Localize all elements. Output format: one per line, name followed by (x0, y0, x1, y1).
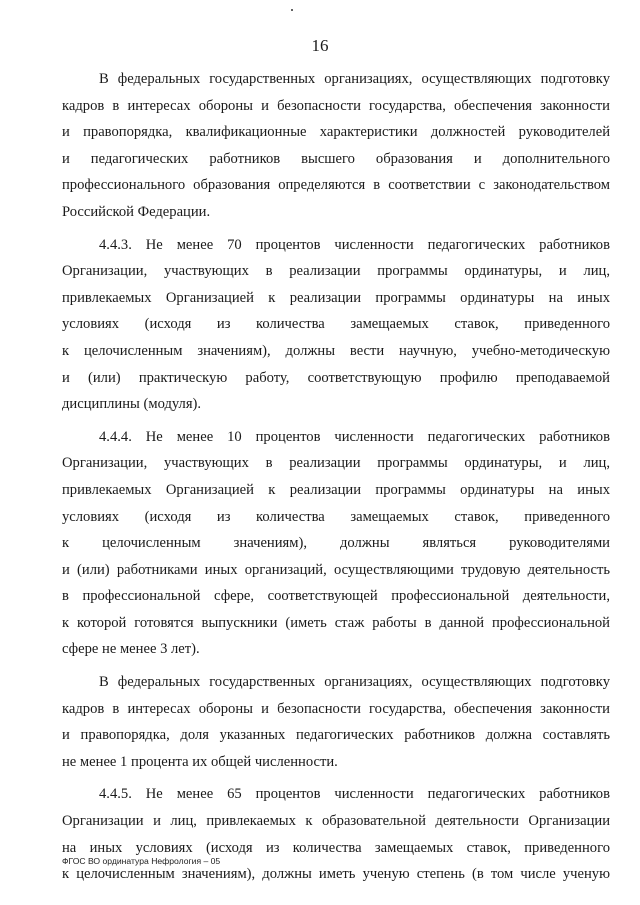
text-line: В федеральных государственных организациях, осуществляющих подготовку (99, 71, 610, 87)
text-line: Организации, участвующих в реализации программы ординатуры, и лиц, (62, 263, 610, 280)
text-line: к целочисленным значениям), должны вести научную, учебно-методическую (62, 342, 610, 359)
document-body (62, 66, 610, 888)
text-line: сфере не менее 3 лет). (62, 641, 200, 658)
paragraph-4-4-4 (62, 424, 610, 663)
text-line: В федеральных государственных организациях, осуществляющих подготовку (99, 674, 610, 691)
text-line: условиях (исходя из количества замещаемых ставок, приведенного (62, 316, 610, 333)
text-line: привлекаемых Организацией к реализации программы ординатуры на иных (62, 289, 610, 306)
text-line: привлекаемых Организацией к реализации программы ординатуры на иных (62, 481, 610, 498)
text-line: и педагогических работников высшего образования и дополнительного (62, 150, 610, 167)
text-line: на иных условиях (исходя из количества замещаемых ставок, приведенного (62, 839, 610, 856)
paragraph-defense-share (62, 669, 610, 775)
paragraph-4-4-3 (62, 232, 610, 418)
scan-speck (291, 9, 293, 11)
text-line: 4.4.3. Не менее 70 процентов численности педагогических работников (99, 236, 610, 253)
text-line: и (или) работниками иных организаций, осуществляющими трудовую деятельность (62, 561, 610, 578)
text-line: Организации и лиц, привлекаемых к образовательной деятельности Организации (62, 813, 610, 830)
text-line: кадров в интересах обороны и безопасности государства, обеспечения законности (62, 700, 610, 717)
text-line: не менее 1 процента их общей численности. (62, 753, 338, 770)
paragraph-4-4-5 (62, 781, 610, 887)
text-line: и (или) практическую работу, соответствующую профилю преподаваемой (62, 369, 610, 386)
text-line: 4.4.5. Не менее 65 процентов численности педагогических работников (99, 786, 610, 803)
text-line: условиях (исходя из количества замещаемых ставок, приведенного (62, 508, 610, 525)
text-line: 4.4.4. Не менее 10 процентов численности педагогических работников (99, 428, 610, 445)
text-line: дисциплины (модуля). (62, 396, 202, 413)
paragraph-defense-qualifications (62, 66, 610, 226)
text-line: в профессиональной сфере, соответствующей профессиональной деятельности, (62, 588, 610, 605)
text-line: Российской Федерации. (62, 203, 211, 220)
text-line: к целочисленным значениям), должны являться руководителями (62, 535, 610, 552)
text-line: к которой готовятся выпускники (иметь стаж работы в данной профессиональной (62, 614, 610, 631)
text-line: кадров в интересах обороны и безопасности государства, обеспечения законности (62, 97, 610, 114)
page-number: 16 (311, 36, 329, 55)
text-line: к целочисленным значениям), должны иметь ученую степень (в том числе ученую (62, 866, 610, 883)
text-line: Организации, участвующих в реализации программы ординатуры, и лиц, (62, 455, 610, 472)
text-line: и правопорядка, квалификационные характеристики должностей руководителей (62, 124, 610, 141)
text-line: и правопорядка, доля указанных педагогических работников должна составлять (62, 727, 610, 744)
page-footer: ФГОС ВО ординатура Нефрология – 05 (62, 856, 221, 866)
text-line: профессионального образования определяются в соответствии с законодательством (62, 177, 610, 194)
